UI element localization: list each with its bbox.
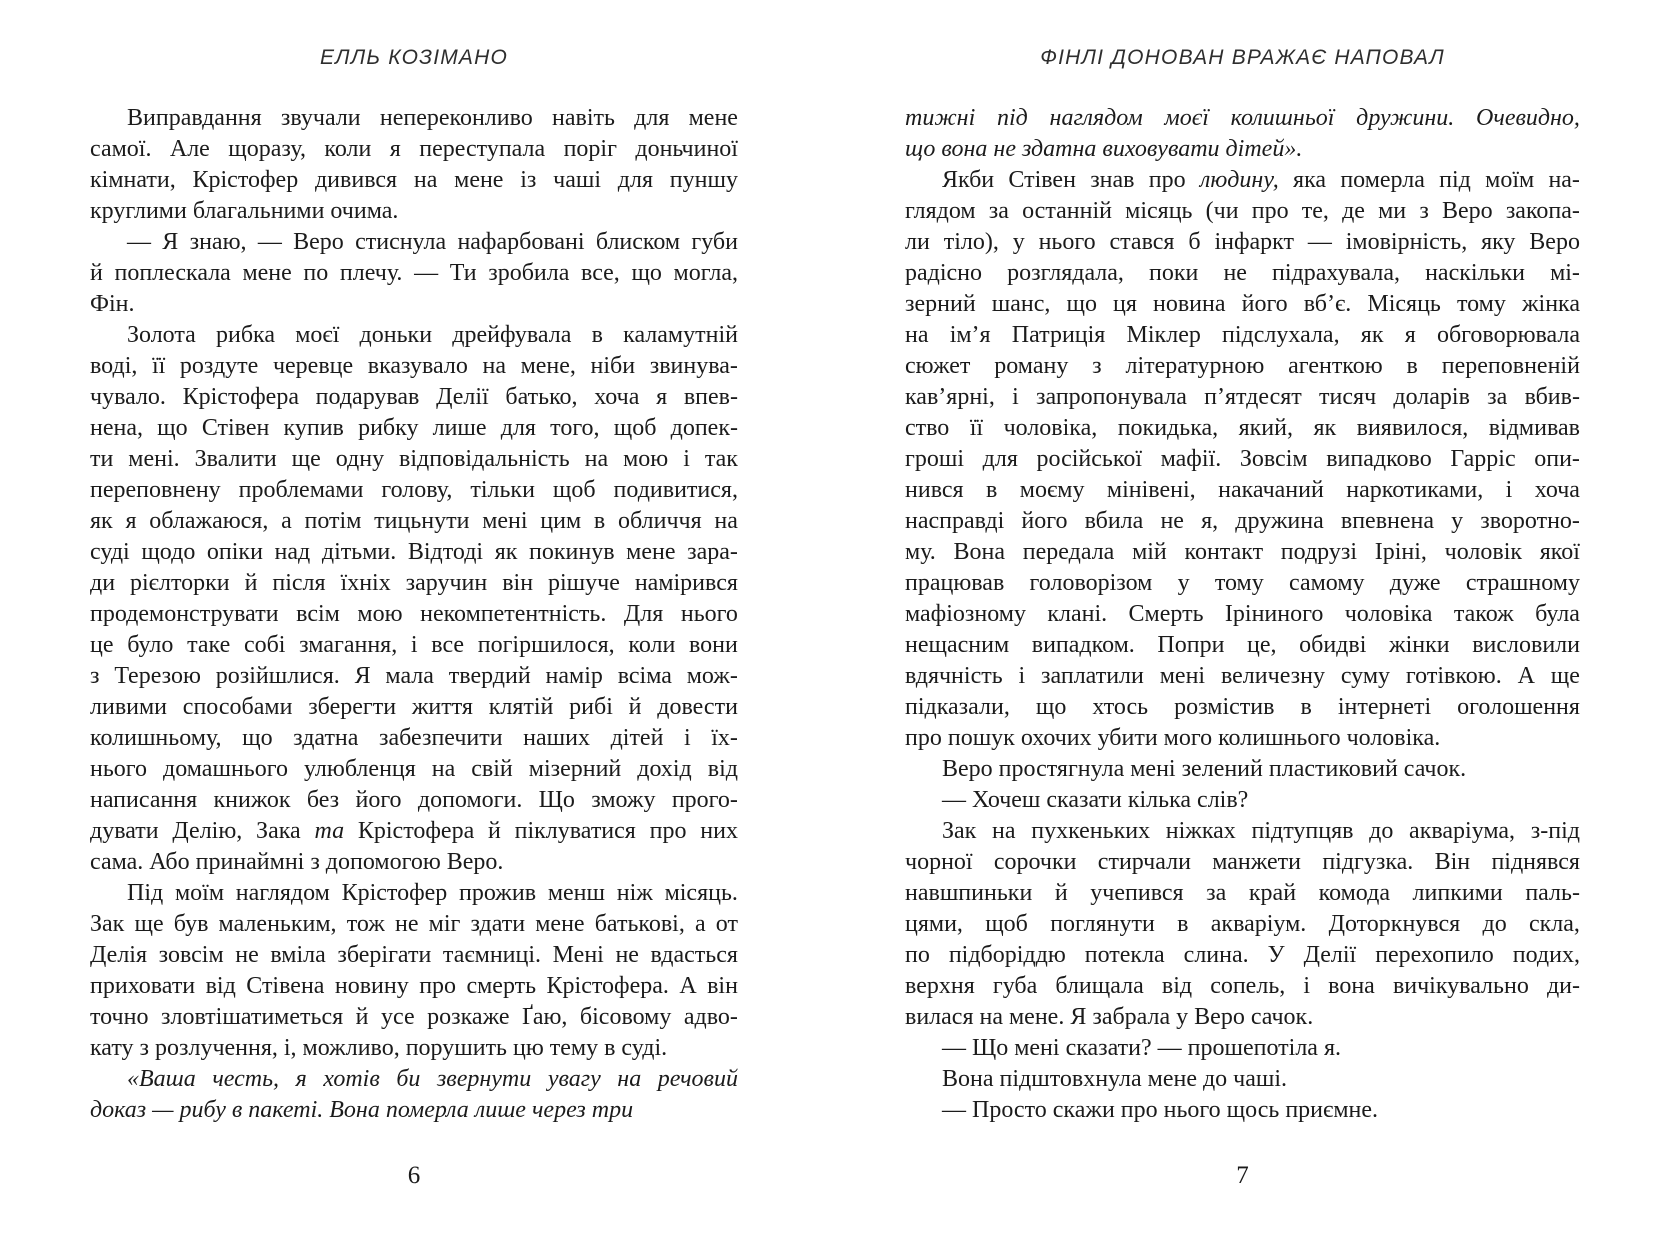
text-line: — Я знаю, — Веро стиснула нафарбовані блиском губи (127, 229, 738, 255)
text-line: ли тіло), у нього стався б інфаркт — імовірність, яку Веро (905, 229, 1580, 255)
text-line: Золота рибка моєї доньки дрейфувала в каламутній (127, 322, 738, 348)
text-line: ство її чоловіка, покидька, який, як виявилося, відмивав (905, 415, 1580, 441)
text-line: глядом за останній місяць (чи про те, де ми з Веро закопа- (905, 198, 1580, 224)
text-line: радісно розглядала, поки не підрахувала, наскільки мі- (905, 260, 1580, 286)
running-header-author: ЕЛЛЬ КОЗІМАНО (319, 46, 509, 69)
text-line: насправді його вбила не я, дружина впевнена у зворотно- (905, 508, 1580, 534)
text-line: на ім’я Патриція Міклер підслухала, як я обговорювала (905, 322, 1580, 348)
text-line: мафіозному клані. Смерть Іріниного чоловіка також була (905, 601, 1580, 627)
text-line: приховати від Стівена новину про смерть Крістофера. А він (90, 973, 738, 999)
text-line: колишньому, що здатна забезпечити наших дітей і їх- (90, 725, 738, 751)
text-line: вдячність і заплатили мені величезну суму готівкою. А ще (905, 663, 1580, 689)
text-line: воді, її роздуте черевце вказувало на мене, ніби звинува- (90, 353, 738, 379)
right-page (905, 0, 1580, 1240)
page-body-right (905, 103, 1580, 1126)
left-page (90, 0, 738, 1240)
text-line: про пошук охочих убити мого колишнього чоловіка. (905, 725, 1441, 751)
text-line: чувало. Крістофера подарував Делії батько, хоча я впев- (90, 384, 738, 410)
text-line: як я облажаюся, а потім тицьнути мені цим в обличчя на (90, 508, 738, 534)
text-line: це було таке собі змагання, і все погіршилося, коли вони (90, 632, 738, 658)
text-line: Під моїм наглядом Крістофер прожив менш ніж місяць. (127, 880, 738, 906)
text-line: по підборіддю потекла слина. У Делії перехопило подих, (905, 942, 1580, 968)
text-line: нена, що Стівен купив рибку лише для того, щоб допек- (90, 415, 738, 441)
text-line: чорної сорочки стирчали манжети підгузка. Він піднявся (905, 849, 1580, 875)
text-line: підказали, що хтось розмістив в інтернеті оголошення (905, 694, 1580, 720)
text-line: нього домашнього улюбленця на свій мізерний дохід від (90, 756, 738, 782)
text-line: ливими способами зберегти життя клятій рибі й довести (90, 694, 738, 720)
text-line: дувати Делію, Зака та Крістофера й піклуватися про них (90, 818, 738, 844)
text-line: Фін. (90, 291, 135, 317)
text-line: нився в моєму мінівені, накачаний наркотиками, і хоча (905, 477, 1580, 503)
text-line: точно зловтішатиметься й усе розкаже Ґаю, бісовому адво- (90, 1004, 738, 1030)
text-line: Зак ще був маленьким, тож не міг здати мене батькові, а от (90, 911, 738, 937)
text-line: кав’ярні, і запропонувала п’ятдесят тисяч доларів за вбив- (905, 384, 1580, 410)
text-line: зерний шанс, що ця новина його вб’є. Місяць тому жінка (905, 291, 1580, 317)
text-line: написання книжок без його допомоги. Що зможу прого- (90, 787, 738, 813)
text-line: самої. Але щоразу, коли я переступала поріг доньчиної (90, 136, 738, 162)
text-line: ди рієлторки й після їхніх заручин він рішуче намірився (90, 570, 738, 596)
text-line: що вона не здатна виховувати дітей». (905, 136, 1303, 162)
text-line: продемонструвати всім мою некомпетентність. Для нього (90, 601, 738, 627)
text-line: суді щодо опіки над дітьми. Відтоді як покинув мене зара- (90, 539, 738, 565)
text-line: вилася на мене. Я забрала у Веро сачок. (905, 1004, 1314, 1030)
text-line: — Просто скажи про нього щось приємне. (942, 1097, 1379, 1123)
page-number-left: 6 (407, 1162, 421, 1189)
page-number-right: 7 (1236, 1162, 1249, 1189)
page-body-left (90, 103, 738, 1126)
text-line: Вона підштовхнула мене до чаші. (942, 1066, 1288, 1092)
text-line: й поплескала мене по плечу. — Ти зробила все, що могла, (90, 260, 738, 286)
text-line: нещасним випадком. Попри це, обидві жінки висловили (905, 632, 1580, 658)
text-line: круглими благальними очима. (90, 198, 399, 224)
text-line: — Хочеш сказати кілька слів? (942, 787, 1249, 813)
text-line: Якби Стівен знав про людину, яка померла під моїм на- (942, 167, 1580, 193)
text-line: сюжет роману з літературною агенткою в переповненій (905, 353, 1580, 379)
text-line: кімнати, Крістофер дивився на мене із чаші для пуншу (90, 167, 738, 193)
text-line: доказ — рибу в пакеті. Вона померла лише через три (90, 1097, 634, 1123)
text-line: Зак на пухкеньких ніжках підтупцяв до акваріума, з-під (942, 818, 1580, 844)
text-line: «Ваша честь, я хотів би звернути увагу на речовий (127, 1066, 738, 1092)
text-line: — Що мені сказати? — прошепотіла я. (942, 1035, 1341, 1061)
text-line: гроші для російської мафії. Зовсім випадково Гарріс опи- (905, 446, 1580, 472)
text-line: Виправдання звучали непереконливо навіть для мене (127, 105, 738, 131)
text-line: Делія зовсім не вміла зберігати таємниці. Мені не вдасться (90, 942, 738, 968)
text-line: навшпиньки й учепився за край комода липкими паль- (905, 880, 1580, 906)
text-line: кату з розлучення, і, можливо, порушить цю тему в суді. (90, 1035, 668, 1061)
text-line: тижні під наглядом моєї колишньої дружини. Очевидно, (905, 105, 1580, 131)
text-line: Веро простягнула мені зелений пластиковий сачок. (942, 756, 1467, 782)
text-line: працював головорізом у тому самому дуже страшному (905, 570, 1580, 596)
text-line: верхня губа блищала від сопель, і вона вичікувально ди- (905, 973, 1580, 999)
running-header-title: ФІНЛІ ДОНОВАН ВРАЖАЄ НАПОВАЛ (1040, 46, 1445, 69)
text-line: переповнену проблемами голову, тільки щоб подивитися, (90, 477, 738, 503)
text-line: з Терезою розійшлися. Я мала твердий намір всіма мож- (90, 663, 738, 689)
text-line: цями, щоб поглянути в акваріум. Доторкнувся до скла, (905, 911, 1580, 937)
text-line: сама. Або принаймні з допомогою Веро. (90, 849, 504, 875)
text-line: му. Вона передала мій контакт подрузі Іріні, чоловік якої (905, 539, 1580, 565)
text-line: ти мені. Звалити ще одну відповідальність на мою і так (90, 446, 738, 472)
